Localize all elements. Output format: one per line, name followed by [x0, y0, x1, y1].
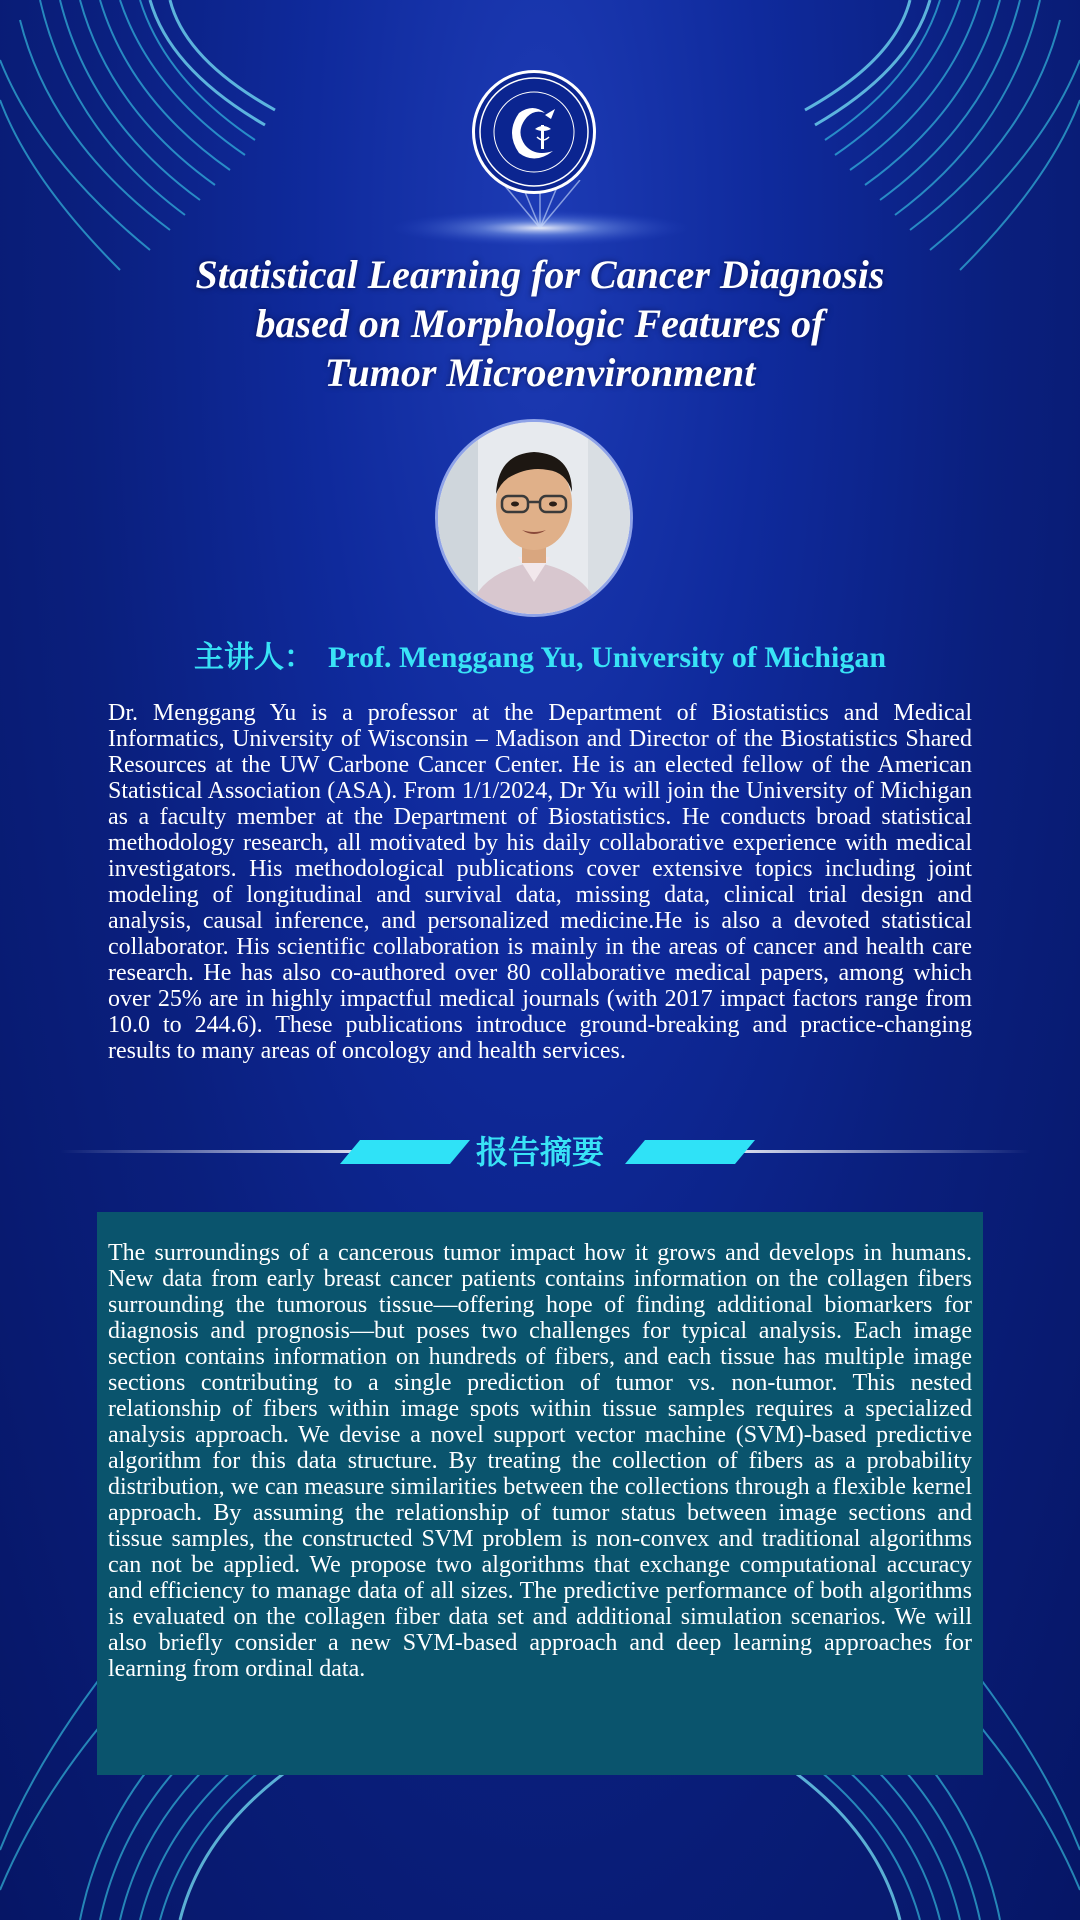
speaker-bio: Dr. Menggang Yu is a professor at the Department of Biostatistics and Medical Informatics, University of Wisconsin – Madison and Director of the Biostatistics Shared Resources at the UW Carbone Cancer Center. He is an elected fellow of the American Statistical Association (ASA). From 1/1/2024, Dr Yu will join the University of Michigan as a faculty member at the Department of Biostatistics. He conducts broad statistical methodology research, all motivated by his daily collaborative experience with medical investigators. His methodological publications cover extensive topics including joint modeling of longitudinal and survival data, missing data, clinical trial design and analysis, causal inference, and personalized medicine.He is also a devoted statistical collaborator. His scientific collaboration is mainly in the areas of cancer and health care research. He has also co-authored over 80 collaborative medical papers, among which over 25% are in highly impactful medical journals (with 2017 impact factors range from 10.0 to 244.6). These publications introduce ground-breaking and practice-changing results to many areas of oncology and health services.	[108, 700, 972, 1064]
talk-title	[60, 250, 1020, 397]
university-seal-icon	[475, 73, 593, 191]
speaker-line	[60, 636, 1020, 680]
speaker-portrait-image	[438, 422, 630, 614]
talk-title-line-1: Statistical Learning for Cancer Diagnosis	[195, 252, 885, 297]
speaker-photo	[435, 419, 633, 617]
university-logo	[472, 70, 596, 194]
abstract-text: The surroundings of a cancerous tumor impact how it grows and develops in humans. New data from early breast cancer patients contains information on the collagen fibers surrounding the tumorous tissue—offering hope of finding additional biomarkers for diagnosis and prognosis—but poses two challenges for typical analysis. Each image section contains information on hundreds of fibers, and each tissue has multiple image sections contributing to a single prediction of tumor vs. non-tumor. This nested relationship of fibers within image spots within tissue samples requires a specialized analysis approach. We devise a novel support vector machine (SVM)-based predictive algorithm for this data structure. By treating the collection of fibers as a probability distribution, we can measure similarities between the collections through a flexible kernel approach. By assuming the relationship of tumor status between image sections and tissue samples, the constructed SVM problem is non-convex and traditional algorithms can not be applied. We propose two algorithms that exchange computational accuracy and efficiency to manage data of all sizes. The predictive performance of both algorithms is evaluated on the collagen fiber data set and additional simulation scenarios. We will also briefly consider a new SVM-based approach and deep learning approaches for learning from ordinal data.	[108, 1240, 972, 1682]
speaker-label: 主讲人：	[193, 640, 314, 675]
section-title: 报告摘要	[475, 1133, 604, 1171]
talk-title-line-3: Tumor Microenvironment	[324, 350, 756, 395]
talk-title-line-2: based on Morphologic Features of	[255, 301, 825, 346]
abstract-box	[97, 1212, 983, 1775]
speaker-name: Prof. Menggang Yu, University of Michigan	[327, 641, 887, 674]
